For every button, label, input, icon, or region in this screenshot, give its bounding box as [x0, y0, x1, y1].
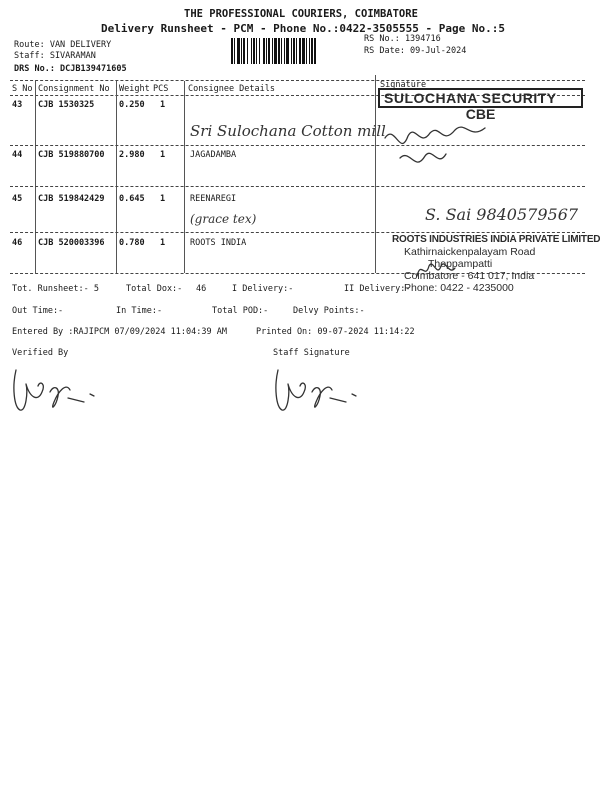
- drs-number: DRS No.: DCJB139471605: [14, 64, 127, 74]
- row-44-weight: 2.980: [119, 150, 145, 160]
- rs-number: RS No.: 1394716: [364, 34, 441, 44]
- row-43-signature-scribble: [380, 118, 530, 188]
- row-46-consignment: CJB 520003396: [38, 238, 105, 248]
- rs-date: RS Date: 09-Jul-2024: [364, 46, 467, 56]
- col-sno: S No: [12, 84, 33, 94]
- sulochana-stamp-line1: SULOCHANA SECURITY: [378, 88, 583, 108]
- col-weight: Weight: [119, 84, 150, 94]
- entered-by: Entered By :RAJIPCM 07/09/2024 11:04:39 AM: [12, 327, 227, 337]
- row-44-sno: 44: [12, 150, 23, 160]
- col-pcs: PCS: [153, 84, 169, 94]
- total-pod: Total POD:-: [212, 306, 269, 316]
- row-45-sno: 45: [12, 194, 23, 204]
- row-45-consignee: REENAREGI: [190, 194, 237, 204]
- row-46-pcs: 1: [160, 238, 166, 248]
- row-44-pcs: 1: [160, 150, 166, 160]
- row-43-pcs: 1: [160, 100, 166, 110]
- printed-on: Printed On: 09-07-2024 11:14:22: [256, 327, 415, 337]
- verified-by-label: Verified By: [12, 348, 69, 358]
- total-dox-label: Total Dox:-: [126, 284, 183, 294]
- i-delivery: I Delivery:-: [232, 284, 294, 294]
- route-label: Route: VAN DELIVERY: [14, 40, 112, 50]
- row-44-consignment: CJB 519880700: [38, 150, 105, 160]
- row-44-consignee: JAGADAMBA: [190, 150, 237, 160]
- row-46-signature-scribble: [415, 258, 460, 283]
- sulochana-stamp-line2: CBE: [465, 106, 496, 122]
- row-45-weight: 0.645: [119, 194, 145, 204]
- row-46-sno: 46: [12, 238, 23, 248]
- row-43-consignment: CJB 1530325: [38, 100, 95, 110]
- row-46-consignee: ROOTS INDIA: [190, 238, 247, 248]
- row-45-handwritten-note: (grace tex): [190, 212, 257, 226]
- ii-delivery: II Delivery:-: [344, 284, 411, 294]
- roots-stamp-line5: Phone: 0422 - 4235000: [404, 282, 514, 294]
- row-45-consignment: CJB 519842429: [38, 194, 105, 204]
- row-45-pcs: 1: [160, 194, 166, 204]
- delvy-points: Delvy Points:-: [293, 306, 365, 316]
- in-time: In Time:-: [116, 306, 163, 316]
- staff-signature-label: Staff Signature: [273, 348, 350, 358]
- total-dox-value: 46: [196, 284, 207, 294]
- verified-by-signature: [10, 362, 100, 417]
- roots-stamp-line2: Kathirnaickenpalayam Road: [404, 246, 536, 258]
- roots-stamp-line3: Thoppampatti: [428, 258, 493, 270]
- col-signature: Signature: [380, 80, 427, 90]
- roots-stamp-line1: ROOTS INDUSTRIES INDIA PRIVATE LIMITED: [392, 234, 600, 245]
- staff-signature: [272, 362, 362, 417]
- col-consignee: Consignee Details: [188, 84, 275, 94]
- out-time: Out Time:-: [12, 306, 64, 316]
- runsheet-subtitle: Delivery Runsheet - PCM - Phone No.:0422-3505555 - Page No.:5: [101, 22, 505, 35]
- tot-runsheet: Tot. Runsheet:- 5: [12, 284, 99, 294]
- roots-stamp-line4: Coimbatore - 641 017, India: [404, 270, 535, 282]
- row-43-weight: 0.250: [119, 100, 145, 110]
- barcode: [231, 38, 357, 64]
- col-consignment: Consignment No: [38, 84, 110, 94]
- staff-label: Staff: SIVARAMAN: [14, 51, 96, 61]
- row-45-signature: S. Sai 9840579567: [425, 205, 579, 224]
- row-43-handwritten-name: Sri Sulochana Cotton mill: [190, 122, 386, 140]
- row-43-sno: 43: [12, 100, 23, 110]
- company-name: THE PROFESSIONAL COURIERS, COIMBATORE: [184, 8, 418, 20]
- row-46-weight: 0.780: [119, 238, 145, 248]
